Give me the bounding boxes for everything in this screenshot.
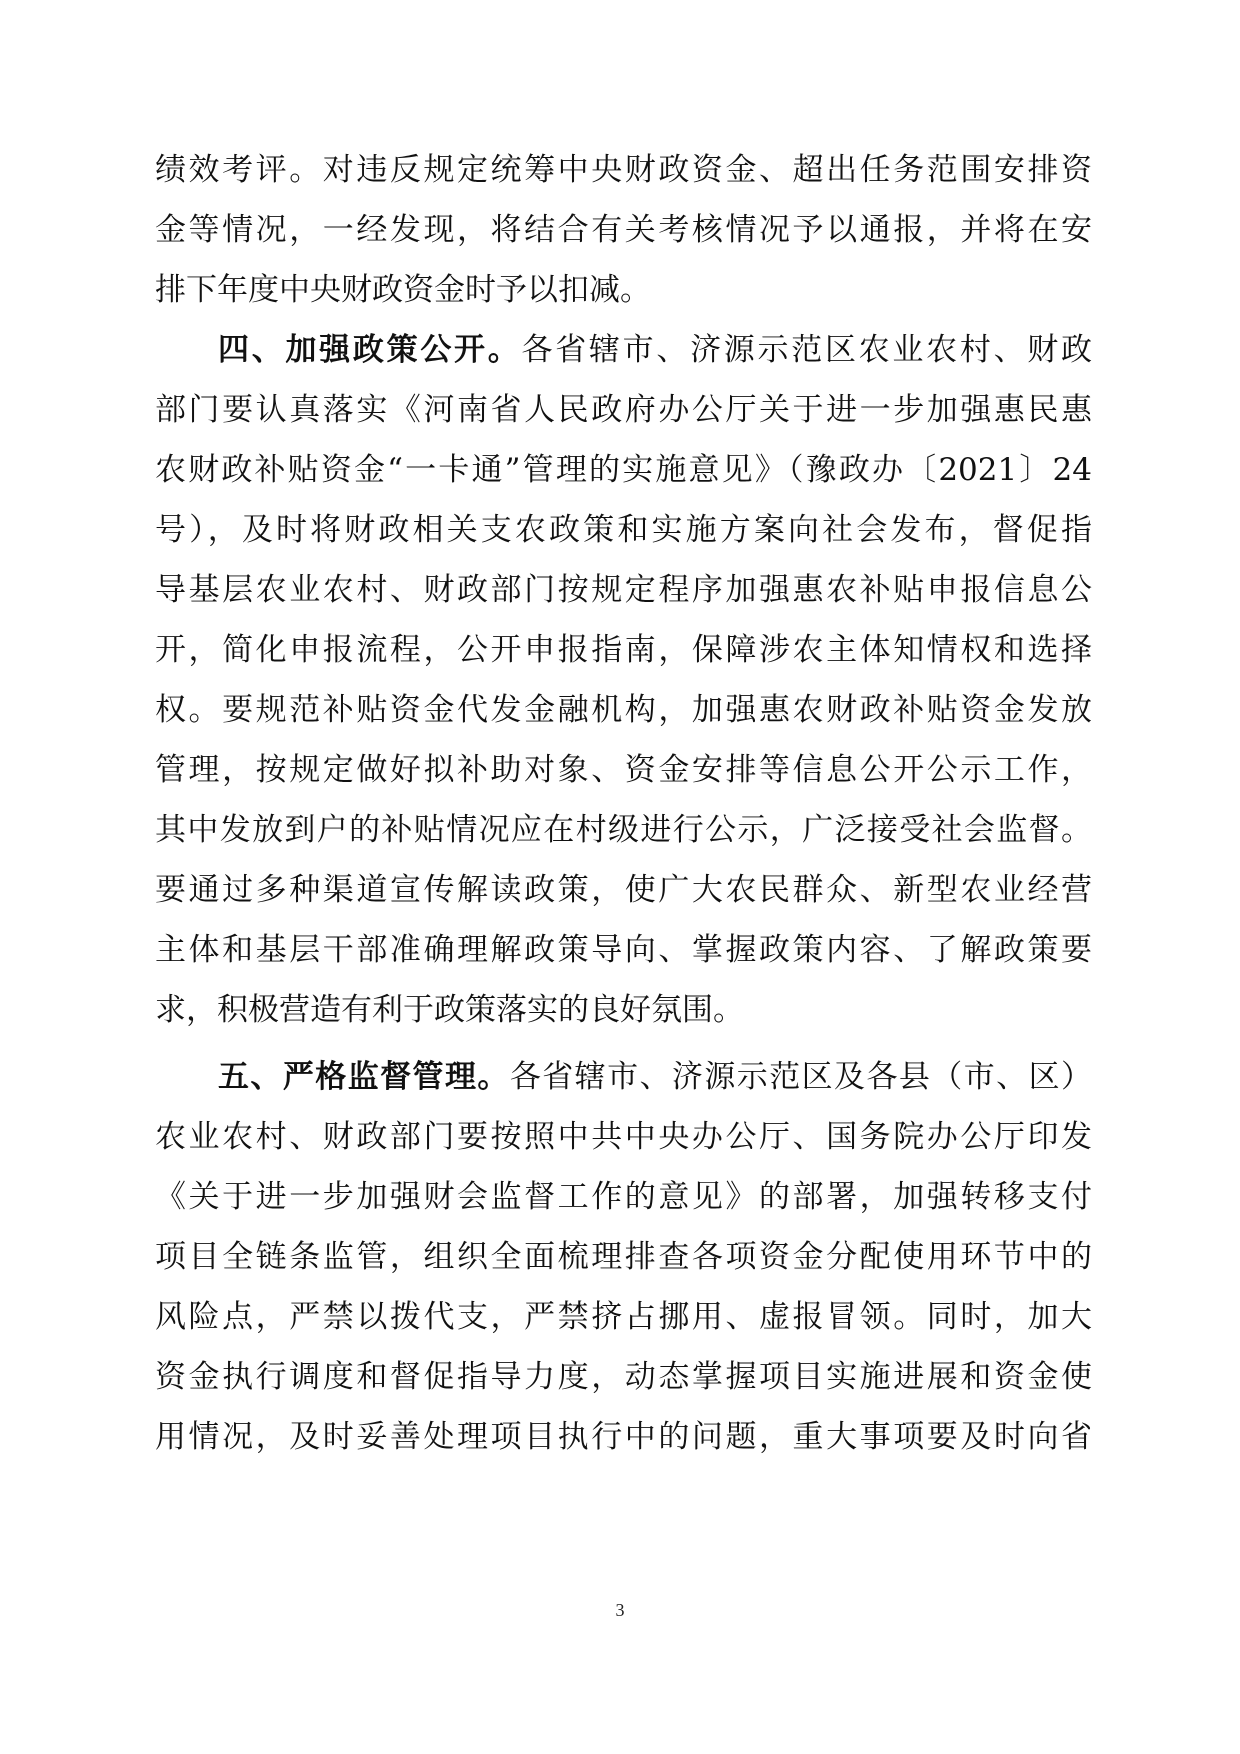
paragraph-line: 开，简化申报流程，公开申报指南，保障涉农主体知情权和选择 (155, 632, 1092, 668)
paragraph-line: 用情况，及时妥善处理项目执行中的问题，重大事项要及时向省 (155, 1419, 1092, 1455)
paragraph-line: 《关于进一步加强财会监督工作的意见》的部署，加强转移支付 (155, 1179, 1092, 1215)
section-heading: 四、加强政策公开。 (218, 332, 522, 368)
paragraph-line: 农业农村、财政部门要按照中共中央办公厅、国务院办公厅印发 (155, 1119, 1092, 1155)
paragraph-text: 各省辖市、济源示范区农业农村、财政 (521, 332, 1093, 368)
paragraph-first-line (218, 320, 1092, 380)
paragraph-line: 主体和基层干部准确理解政策导向、掌握政策内容、了解政策要 (155, 932, 1092, 968)
paragraph-line: 风险点，严禁以拨代支，严禁挤占挪用、虚报冒领。同时，加大 (155, 1299, 1092, 1335)
paragraph-line: 号），及时将财政相关支农政策和实施方案向社会发布，督促指 (155, 512, 1092, 548)
paragraph-line: 资金执行调度和督促指导力度，动态掌握项目实施进展和资金使 (155, 1359, 1092, 1395)
paragraph-line: 管理，按规定做好拟补助对象、资金安排等信息公开公示工作， (155, 752, 1092, 788)
paragraph-line: 导基层农业农村、财政部门按规定程序加强惠农补贴申报信息公 (155, 572, 1092, 608)
paragraph-line: 部门要认真落实《河南省人民政府办公厅关于进一步加强惠民惠 (155, 392, 1092, 428)
paragraph-line: 项目全链条监管，组织全面梳理排查各项资金分配使用环节中的 (155, 1239, 1092, 1275)
paragraph-line: 权。要规范补贴资金代发金融机构，加强惠农财政补贴资金发放 (155, 692, 1092, 728)
section-heading: 五、严格监督管理。 (218, 1059, 510, 1095)
paragraph-line: 其中发放到户的补贴情况应在村级进行公示，广泛接受社会监督。 (155, 812, 1092, 848)
paragraph-line: 要通过多种渠道宣传解读政策，使广大农民群众、新型农业经营 (155, 872, 1092, 908)
paragraph-line: 金等情况，一经发现，将结合有关考核情况予以通报，并将在安 (155, 212, 1092, 248)
paragraph-line: 排下年度中央财政资金时予以扣减。 (155, 272, 651, 308)
paragraph-text: 各省辖市、济源示范区及各县（市、区） (509, 1059, 1093, 1095)
paragraph-line: 求，积极营造有利于政策落实的良好氛围。 (155, 992, 744, 1028)
paragraph-line: 农财政补贴资金“一卡通”管理的实施意见》（豫政办〔2021〕24 (155, 452, 1092, 488)
page-number: 3 (615, 1600, 625, 1620)
paragraph-line: 绩效考评。对违反规定统筹中央财政资金、超出任务范围安排资 (155, 152, 1092, 188)
paragraph-first-line (218, 1047, 1092, 1107)
